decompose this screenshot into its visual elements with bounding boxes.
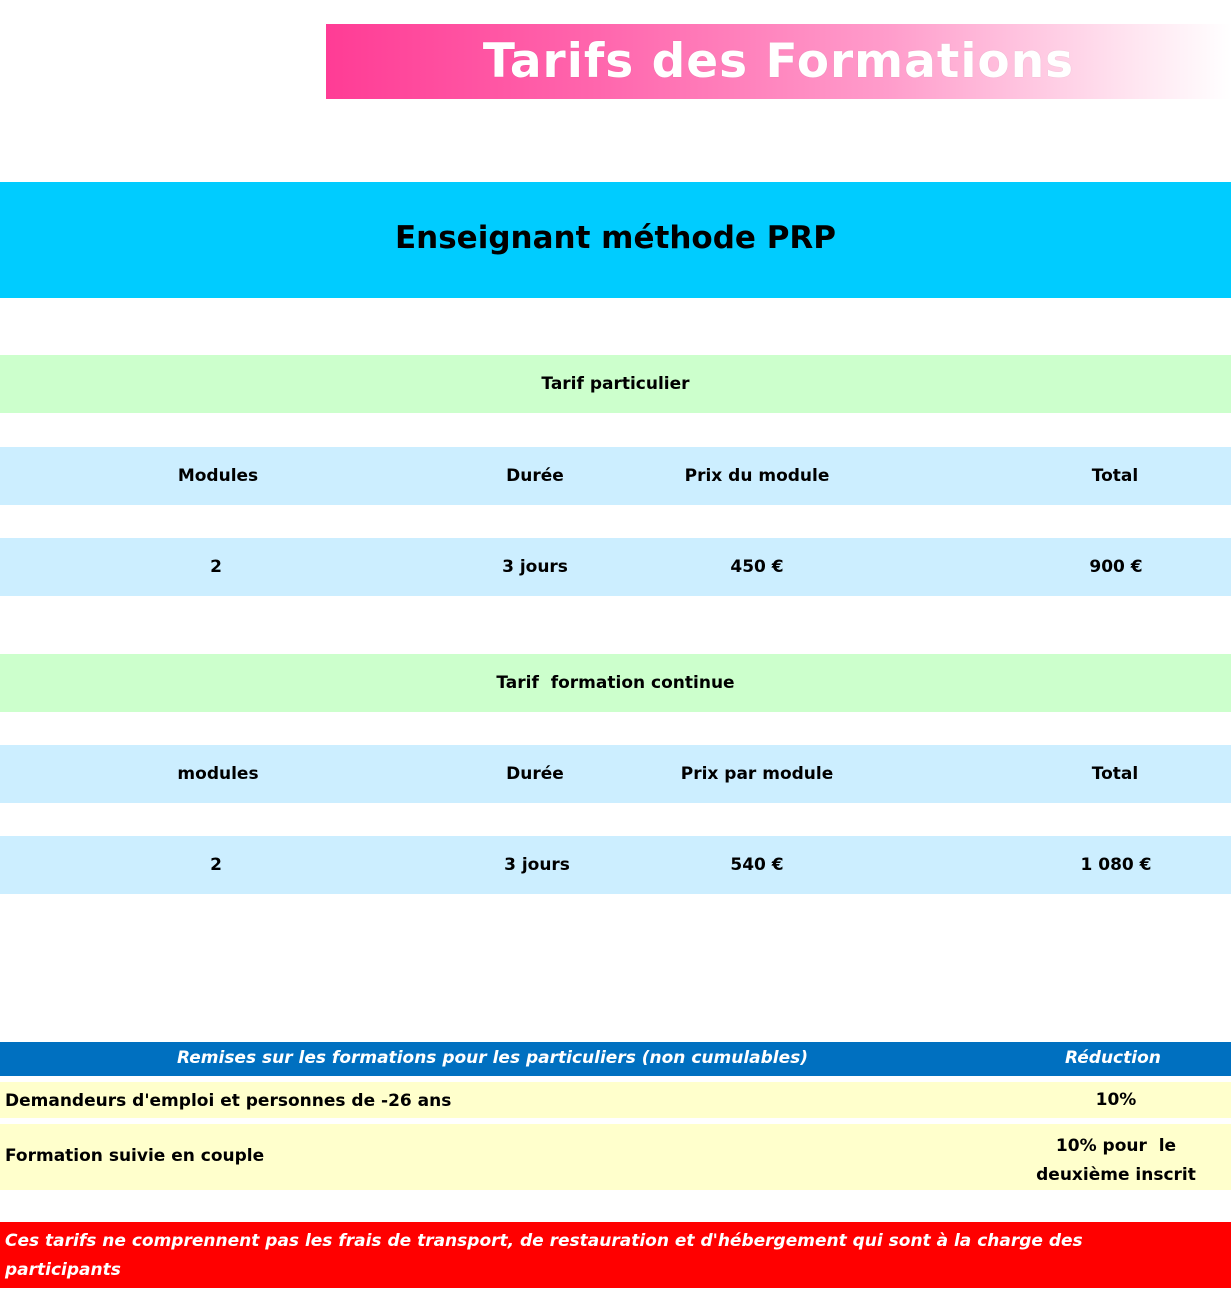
cell-duree: 3 jours xyxy=(504,855,570,875)
cell-prix: 540 € xyxy=(730,855,784,875)
tarif-continue-header-row xyxy=(0,745,1231,803)
column-header-prix: Prix du module xyxy=(684,466,830,486)
column-header-modules: Modules xyxy=(177,466,259,486)
column-header-duree: Durée xyxy=(506,764,564,784)
column-header-modules: modules xyxy=(177,764,259,784)
tarif-particulier-title: Tarif particulier xyxy=(541,374,690,394)
tarif-continue-band xyxy=(0,654,1231,712)
column-header-total: Total xyxy=(1091,466,1139,486)
notice-banner xyxy=(0,1222,1231,1288)
tarif-continue-data-row xyxy=(0,836,1231,894)
cell-duree: 3 jours xyxy=(502,557,568,577)
column-header-total: Total xyxy=(1091,764,1139,784)
section-title: Enseignant méthode PRP xyxy=(394,220,837,256)
column-header-duree: Durée xyxy=(506,466,564,486)
cell-total: 900 € xyxy=(1089,557,1143,577)
cell-prix: 450 € xyxy=(730,557,784,577)
cell-modules: 2 xyxy=(210,557,222,577)
discount-row xyxy=(0,1124,1231,1190)
notice-text: Ces tarifs ne comprennent pas les frais de transport, de restauration et d'hébergement qui sont à la charge des participants xyxy=(5,1231,1083,1280)
discount-value: 10% pour le deuxième inscrit xyxy=(1036,1136,1196,1185)
discount-value: 10% xyxy=(1095,1090,1137,1110)
section-band xyxy=(0,182,1231,298)
cell-modules: 2 xyxy=(210,855,222,875)
discounts-header-label: Remises sur les formations pour les particuliers (non cumulables) xyxy=(177,1048,809,1068)
discount-row xyxy=(0,1082,1231,1118)
discounts-header-value: Réduction xyxy=(1065,1048,1161,1068)
tarif-continue-title: Tarif formation continue xyxy=(496,673,735,693)
discounts-header xyxy=(0,1042,1231,1076)
page-title: Tarifs des Formations xyxy=(482,34,1075,89)
column-header-prix: Prix par module xyxy=(680,764,834,784)
discount-label: Demandeurs d'emploi et personnes de -26 ans xyxy=(5,1091,452,1111)
title-banner xyxy=(326,24,1231,99)
tarif-particulier-header-row xyxy=(0,447,1231,505)
discount-label: Formation suivie en couple xyxy=(5,1146,265,1166)
tarif-particulier-data-row xyxy=(0,538,1231,596)
cell-total: 1 080 € xyxy=(1080,855,1152,875)
tarif-particulier-band xyxy=(0,355,1231,413)
